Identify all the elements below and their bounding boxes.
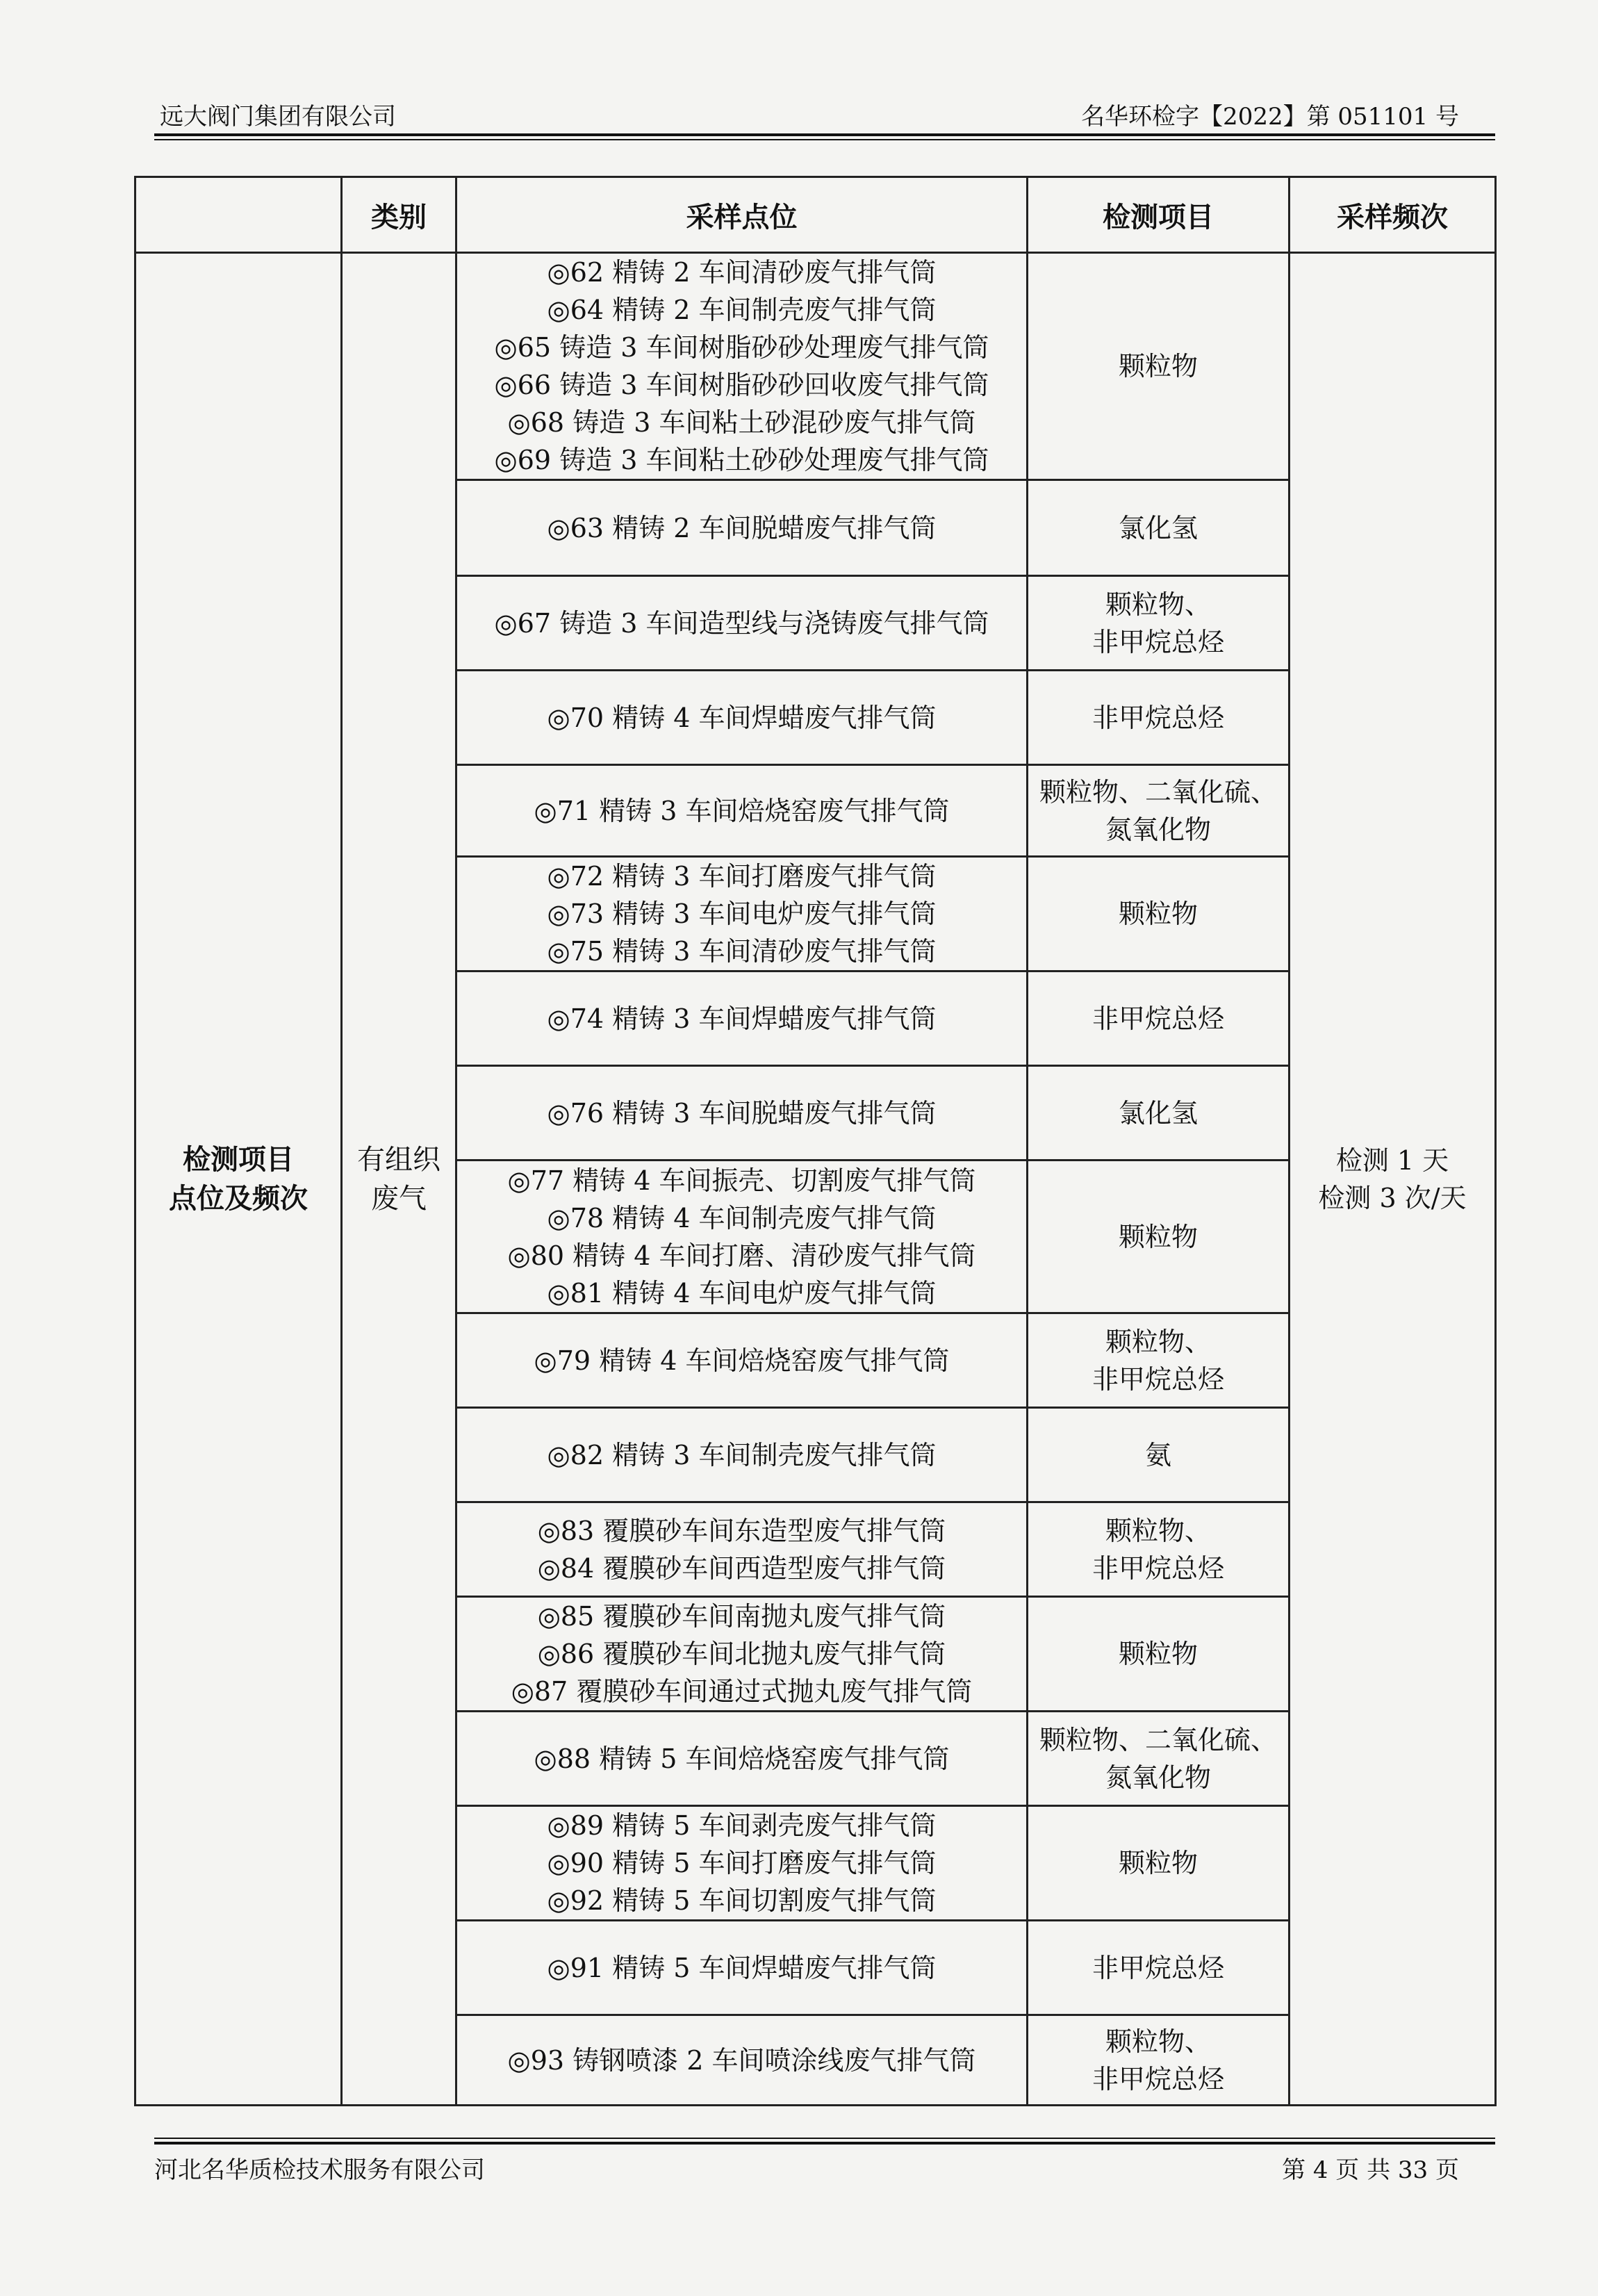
sampling-location: ◎63 精铸 2 车间脱蜡废气排气筒 — [547, 512, 937, 543]
sampling-location: ◎83 覆膜砂车间东造型废气排气筒 — [537, 1515, 946, 1546]
sampling-location: ◎85 覆膜砂车间南抛丸废气排气筒 — [537, 1601, 946, 1632]
test-item: 颗粒物、 — [1105, 2026, 1211, 2057]
sampling-location: ◎73 精铸 3 车间电炉废气排气筒 — [547, 899, 937, 929]
header-empty-cell — [135, 177, 342, 253]
test-item: 氨 — [1144, 1439, 1171, 1470]
sampling-location: ◎81 精铸 4 车间电炉废气排气筒 — [547, 1277, 937, 1309]
test-item: 颗粒物 — [1118, 351, 1198, 382]
side-label-line: 检测项目 — [183, 1142, 294, 1176]
sampling-location-cell — [456, 671, 1028, 765]
test-item-cell — [1028, 1921, 1290, 2015]
test-item: 氮氧化物 — [1105, 814, 1211, 845]
sampling-location: ◎80 精铸 4 车间打磨、清砂废气排气筒 — [507, 1240, 976, 1271]
header-rule — [154, 133, 1495, 136]
sampling-location-cell — [456, 253, 1028, 480]
sampling-location: ◎66 铸造 3 车间树脂砂砂回收废气排气筒 — [494, 370, 989, 400]
sampling-location: ◎82 精铸 3 车间制壳废气排气筒 — [547, 1439, 937, 1470]
test-item: 非甲烷总烃 — [1092, 626, 1224, 657]
sampling-location: ◎90 精铸 5 车间打磨废气排气筒 — [547, 1848, 937, 1878]
test-item: 非甲烷总烃 — [1092, 1952, 1224, 1983]
sampling-location: ◎84 覆膜砂车间西造型废气排气筒 — [537, 1552, 946, 1584]
sampling-location: ◎65 铸造 3 车间树脂砂砂处理废气排气筒 — [494, 332, 989, 363]
test-item: 颗粒物 — [1118, 1221, 1198, 1252]
frequency-cell — [1290, 253, 1496, 2106]
sampling-location: ◎76 精铸 3 车间脱蜡废气排气筒 — [547, 1097, 937, 1129]
test-item-cell — [1028, 857, 1290, 971]
sampling-location: ◎91 精铸 5 车间焊蜡废气排气筒 — [547, 1952, 937, 1983]
sampling-location: ◎68 铸造 3 车间粘土砂混砂废气排气筒 — [507, 407, 976, 438]
test-item: 颗粒物 — [1118, 1848, 1198, 1878]
sampling-location: ◎87 覆膜砂车间通过式抛丸废气排气筒 — [511, 1676, 973, 1707]
sampling-location-cell — [456, 1161, 1028, 1313]
column-header: 检测项目 — [1028, 177, 1290, 253]
frequency-line: 检测 1 天 — [1335, 1145, 1449, 1176]
table-row — [135, 253, 1496, 480]
test-item: 氯化氢 — [1118, 1097, 1198, 1129]
sampling-location-cell — [456, 1806, 1028, 1921]
sampling-table — [134, 176, 1497, 2106]
footer-company: 河北名华质检技术服务有限公司 — [154, 2156, 485, 2184]
test-item-cell — [1028, 1597, 1290, 1712]
sampling-location-cell — [456, 480, 1028, 576]
sampling-location-cell — [456, 1408, 1028, 1502]
test-item-cell — [1028, 1313, 1290, 1408]
test-item: 颗粒物 — [1118, 1639, 1198, 1669]
test-item-cell — [1028, 1408, 1290, 1502]
test-item: 颗粒物 — [1118, 899, 1198, 929]
sampling-location: ◎64 精铸 2 车间制壳废气排气筒 — [547, 295, 937, 325]
sampling-location-cell — [456, 1066, 1028, 1161]
test-item-cell — [1028, 971, 1290, 1066]
sampling-location: ◎72 精铸 3 车间打磨废气排气筒 — [547, 861, 937, 892]
sampling-location: ◎77 精铸 4 车间振壳、切割废气排气筒 — [507, 1165, 976, 1196]
header-rule-thin — [154, 139, 1495, 140]
table-body — [135, 253, 1496, 2106]
column-header: 采样点位 — [456, 177, 1028, 253]
sampling-location: ◎89 精铸 5 车间剥壳废气排气筒 — [547, 1810, 937, 1841]
test-item-cell — [1028, 1161, 1290, 1313]
frequency-line: 检测 3 次/天 — [1318, 1182, 1467, 1213]
test-item-cell — [1028, 1712, 1290, 1806]
test-item-cell — [1028, 1066, 1290, 1161]
sampling-location-cell — [456, 1712, 1028, 1806]
sampling-location-cell — [456, 2015, 1028, 2106]
test-item: 颗粒物、二氧化硫、 — [1039, 1724, 1277, 1755]
test-item-cell — [1028, 671, 1290, 765]
test-item: 颗粒物、 — [1105, 589, 1211, 620]
test-item: 非甲烷总烃 — [1092, 702, 1224, 733]
category-line: 有组织 — [357, 1143, 440, 1176]
sampling-location-cell — [456, 765, 1028, 857]
test-item: 非甲烷总烃 — [1092, 1363, 1224, 1395]
sampling-location-cell — [456, 1921, 1028, 2015]
test-item: 氯化氢 — [1118, 512, 1198, 543]
column-header: 采样频次 — [1290, 177, 1496, 253]
test-item-cell — [1028, 1806, 1290, 1921]
footer-rule-thin — [154, 2138, 1495, 2139]
table-header-row — [135, 177, 1496, 253]
sampling-location: ◎70 精铸 4 车间焊蜡废气排气筒 — [547, 702, 937, 733]
header-company: 远大阀门集团有限公司 — [160, 103, 396, 131]
test-item-cell — [1028, 2015, 1290, 2106]
sampling-location: ◎86 覆膜砂车间北抛丸废气排气筒 — [537, 1639, 946, 1669]
sampling-location: ◎78 精铸 4 车间制壳废气排气筒 — [547, 1202, 937, 1233]
column-header: 类别 — [342, 177, 456, 253]
sampling-location: ◎67 铸造 3 车间造型线与浇铸废气排气筒 — [494, 607, 989, 639]
sampling-location: ◎88 精铸 5 车间焙烧窑废气排气筒 — [534, 1743, 950, 1774]
test-item: 颗粒物、二氧化硫、 — [1039, 776, 1277, 807]
page-number: 第 4 页 共 33 页 — [1282, 2156, 1459, 2184]
sampling-location-cell — [456, 576, 1028, 671]
side-label-line: 点位及频次 — [169, 1181, 308, 1215]
sampling-location: ◎75 精铸 3 车间清砂废气排气筒 — [547, 936, 937, 967]
sampling-location-cell — [456, 1502, 1028, 1597]
footer-rule — [154, 2142, 1495, 2145]
sampling-location: ◎79 精铸 4 车间焙烧窑废气排气筒 — [534, 1345, 950, 1376]
test-item: 氮氧化物 — [1105, 1762, 1211, 1793]
category-cell — [342, 253, 456, 2106]
side-label-cell — [135, 253, 342, 2106]
test-item-cell — [1028, 765, 1290, 857]
sampling-location: ◎62 精铸 2 车间清砂废气排气筒 — [547, 257, 937, 288]
sampling-location-cell — [456, 1597, 1028, 1712]
test-item: 非甲烷总烃 — [1092, 1003, 1224, 1034]
sampling-location: ◎69 铸造 3 车间粘土砂砂处理废气排气筒 — [494, 445, 989, 475]
sampling-location-cell — [456, 857, 1028, 971]
test-item: 颗粒物、 — [1105, 1326, 1211, 1357]
test-item-cell — [1028, 480, 1290, 576]
sampling-location-cell — [456, 1313, 1028, 1408]
test-item: 颗粒物、 — [1105, 1515, 1211, 1546]
category-line: 废气 — [371, 1182, 427, 1215]
sampling-location: ◎92 精铸 5 车间切割废气排气筒 — [547, 1885, 937, 1916]
sampling-location: ◎71 精铸 3 车间焙烧窑废气排气筒 — [534, 795, 950, 826]
test-item: 非甲烷总烃 — [1092, 1552, 1224, 1584]
test-item-cell — [1028, 253, 1290, 480]
header-report-number: 名华环检字【2022】第 051101 号 — [1081, 103, 1459, 131]
sampling-location: ◎74 精铸 3 车间焊蜡废气排气筒 — [547, 1003, 937, 1034]
sampling-location-cell — [456, 971, 1028, 1066]
test-item-cell — [1028, 1502, 1290, 1597]
test-item-cell — [1028, 576, 1290, 671]
sampling-location: ◎93 铸钢喷漆 2 车间喷涂线废气排气筒 — [507, 2044, 976, 2076]
test-item: 非甲烷总烃 — [1092, 2063, 1224, 2094]
